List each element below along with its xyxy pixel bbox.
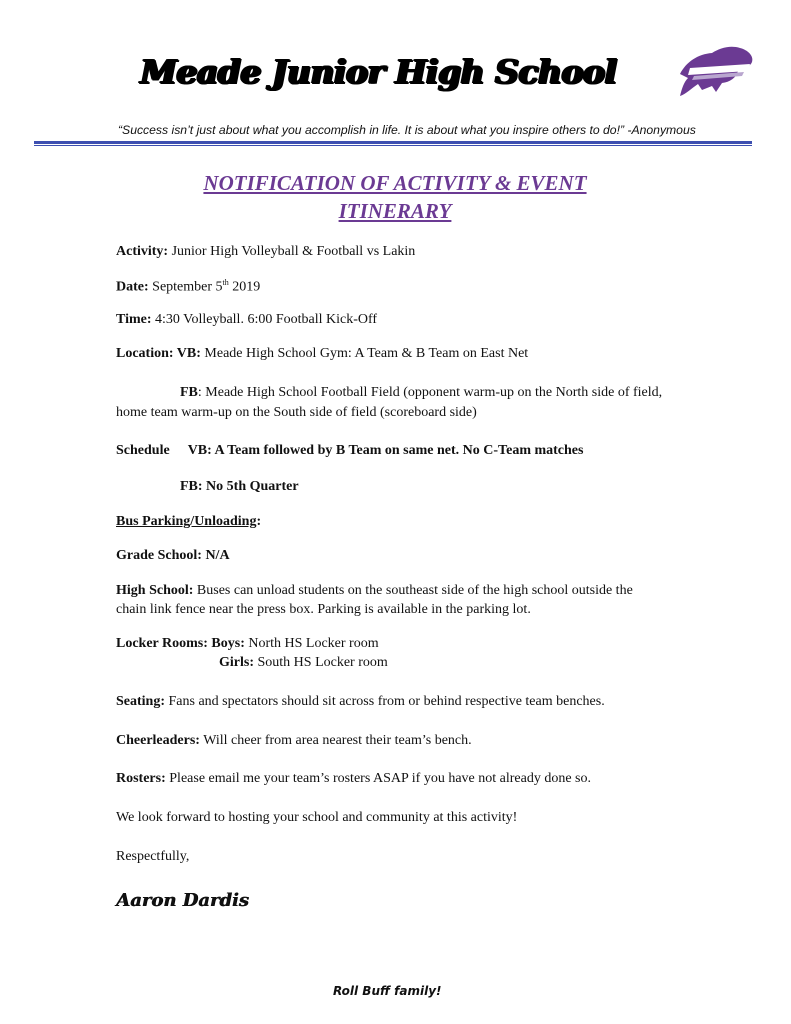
closing-line: We look forward to hosting your school and community at this activity! (116, 810, 518, 825)
cheerleaders-line (116, 733, 472, 749)
schedule-fb-line: FB: No 5th Quarter (180, 479, 299, 494)
seating-line (116, 694, 605, 710)
high-school-value: Buses can unload students on the southeast side of the high school outside the (193, 583, 633, 598)
date-ordinal: th (222, 278, 229, 287)
cheerleaders-label: Cheerleaders: (116, 733, 200, 748)
school-name: Meade Junior High School (140, 52, 617, 91)
bus-heading-colon: : (256, 514, 262, 529)
schedule-vb-text: VB: A Team followed by B Team on same net. No C-Team matches (187, 443, 584, 458)
date-line (116, 278, 260, 296)
locker-boys-label: Boys: (207, 636, 245, 651)
location-vb-label: VB: (173, 346, 201, 361)
header-quote: “Success isn’t just about what you accomplish in life. It is about what you inspire others to do!” -Anonymous (118, 123, 696, 137)
locker-boys-value: North HS Locker room (244, 636, 379, 651)
high-school-label: High School: (116, 583, 194, 598)
location-vb-value: Meade High School Gym: A Team & B Team on East Net (200, 346, 529, 361)
location-fb-line1 (180, 385, 662, 401)
seating-value: Fans and spectators should sit across from or behind respective team benches. (165, 694, 605, 709)
footer-slogan: Roll Buff family! (333, 984, 442, 998)
location-label: Location: (116, 346, 174, 361)
rosters-label: Rosters: (116, 771, 166, 786)
seating-label: Seating: (116, 694, 165, 709)
activity-value: Junior High Volleyball & Football vs Lakin (168, 244, 416, 259)
activity-label: Activity: (116, 244, 169, 259)
locker-rooms-label: Locker Rooms: (116, 636, 208, 651)
cheerleaders-value: Will cheer from area nearest their team’s bench. (199, 733, 472, 748)
time-line (116, 312, 377, 328)
bus-heading (116, 514, 261, 530)
location-fb-value: : Meade High School Football Field (opponent warm-up on the North side of field, (197, 385, 663, 400)
grade-school-line: Grade School: N/A (116, 548, 230, 563)
buffalo-icon (672, 40, 758, 102)
schedule-vb-line (116, 443, 583, 459)
high-school-line1 (116, 583, 633, 599)
rosters-value: Please email me your team’s rosters ASAP if you have not already done so. (165, 771, 591, 786)
signoff-line: Respectfully, (116, 849, 190, 864)
bus-heading-text: Bus Parking/Unloading (116, 514, 257, 529)
page-title-line1: NOTIFICATION OF ACTIVITY & EVENT (203, 171, 587, 195)
locker-boys-line (116, 636, 379, 652)
signature: Aaron Dardis (116, 890, 249, 911)
time-value: 4:30 Volleyball. 6:00 Football Kick-Off (151, 312, 378, 327)
date-value: September 5 (148, 279, 223, 295)
page-title-line2: ITINERARY (338, 199, 452, 223)
date-label: Date: (116, 279, 149, 295)
schedule-label: Schedule (116, 443, 170, 458)
date-year: 2019 (228, 279, 261, 295)
locker-girls-label: Girls: (219, 655, 254, 670)
header-rule (34, 141, 752, 144)
rosters-line (116, 771, 591, 787)
locker-girls-line (219, 655, 388, 671)
location-fb-line2: home team warm-up on the South side of field (scoreboard side) (116, 405, 477, 420)
location-fb-label: FB (180, 385, 198, 400)
locker-girls-value: South HS Locker room (254, 655, 388, 670)
header-rule-thin (34, 145, 752, 146)
activity-line (116, 244, 415, 260)
time-label: Time: (116, 312, 152, 327)
location-vb-line (116, 346, 528, 362)
high-school-line2: chain link fence near the press box. Parking is available in the parking lot. (116, 602, 531, 617)
